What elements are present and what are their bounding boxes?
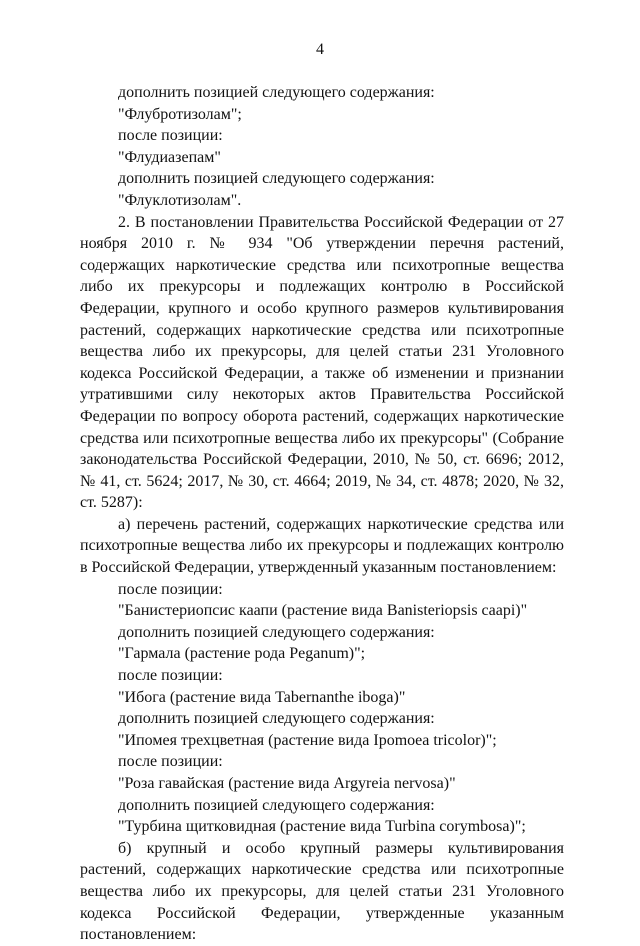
paragraph-a: а) перечень растений, содержащих наркотические средства или психотропные вещества либо их прекурсоры и подлежащих контролю в Российской Федерации, утвержденный указанным постановлением:: [80, 515, 564, 577]
paragraph-2: 2. В постановлении Правительства Российской Федерации от 27 ноября 2010 г. № 934 "Об утверждении перечня растений, содержащих наркотические средства или психотропные вещества либо их прекурсоры и подлежащих контролю в Российской Федерации, крупного и особо крупного размеров культивирования растений, содержащих наркотические средства или психотропные вещества либо их прекурсоры, для целей статьи 231 Уголовного кодекса Российской Федерации, а также об изменении и признании утратившими силу некоторых актов Правительства Российской Федерации по вопросу оборота растений, содержащих наркотические средства или психотропные вещества либо их прекурсоры" (Собрание законодательства Российской Федерации, 2010, № 50, ст. 6696; 2012, № 41, ст. 5624; 2017, № 30, ст. 4664; 2019, № 34, ст. 4878; 2020, № 32, ст. 5287):: [80, 213, 564, 512]
paragraph-b: б) крупный и особо крупный размеры культивирования растений, содержащих наркотические средства или психотропные вещества либо их прекурсоры, для целей статьи 231 Уголовного кодекса Российской Федерации, утвержденные указанным постановлением:: [80, 839, 564, 944]
text-line: "Банистериопсис каапи (растение вида Banisteriopsis caapi)": [118, 602, 528, 620]
text-line: дополнить позицией следующего содержания:: [118, 623, 435, 641]
text-line: "Флудиазепам": [118, 148, 221, 166]
text-line: "Турбина щитковидная (растение вида Turbina corymbosa)";: [118, 818, 526, 836]
document-body: [80, 82, 564, 946]
text-line: дополнить позицией следующего содержания:: [118, 710, 435, 728]
text-line: после позиции:: [118, 127, 223, 145]
text-line: "Флуклотизолам".: [118, 191, 242, 209]
text-line: дополнить позицией следующего содержания:: [118, 84, 435, 101]
text-line: "Флубротизолам";: [118, 105, 242, 123]
text-line: после позиции:: [118, 753, 223, 771]
text-line: "Ибога (растение вида Tabernanthe iboga)": [118, 688, 406, 706]
text-line: после позиции:: [118, 667, 223, 685]
page-number: 4: [316, 41, 324, 58]
text-line: "Ипомея трехцветная (растение вида Ipomoea tricolor)";: [118, 731, 497, 749]
text-line: "Гармала (растение рода Peganum)";: [118, 645, 366, 663]
text-line: после позиции:: [118, 580, 223, 598]
text-line: дополнить позицией следующего содержания:: [118, 796, 435, 814]
text-line: "Роза гавайская (растение вида Argyreia nervosa)": [118, 775, 456, 792]
text-line: дополнить позицией следующего содержания:: [118, 170, 435, 188]
